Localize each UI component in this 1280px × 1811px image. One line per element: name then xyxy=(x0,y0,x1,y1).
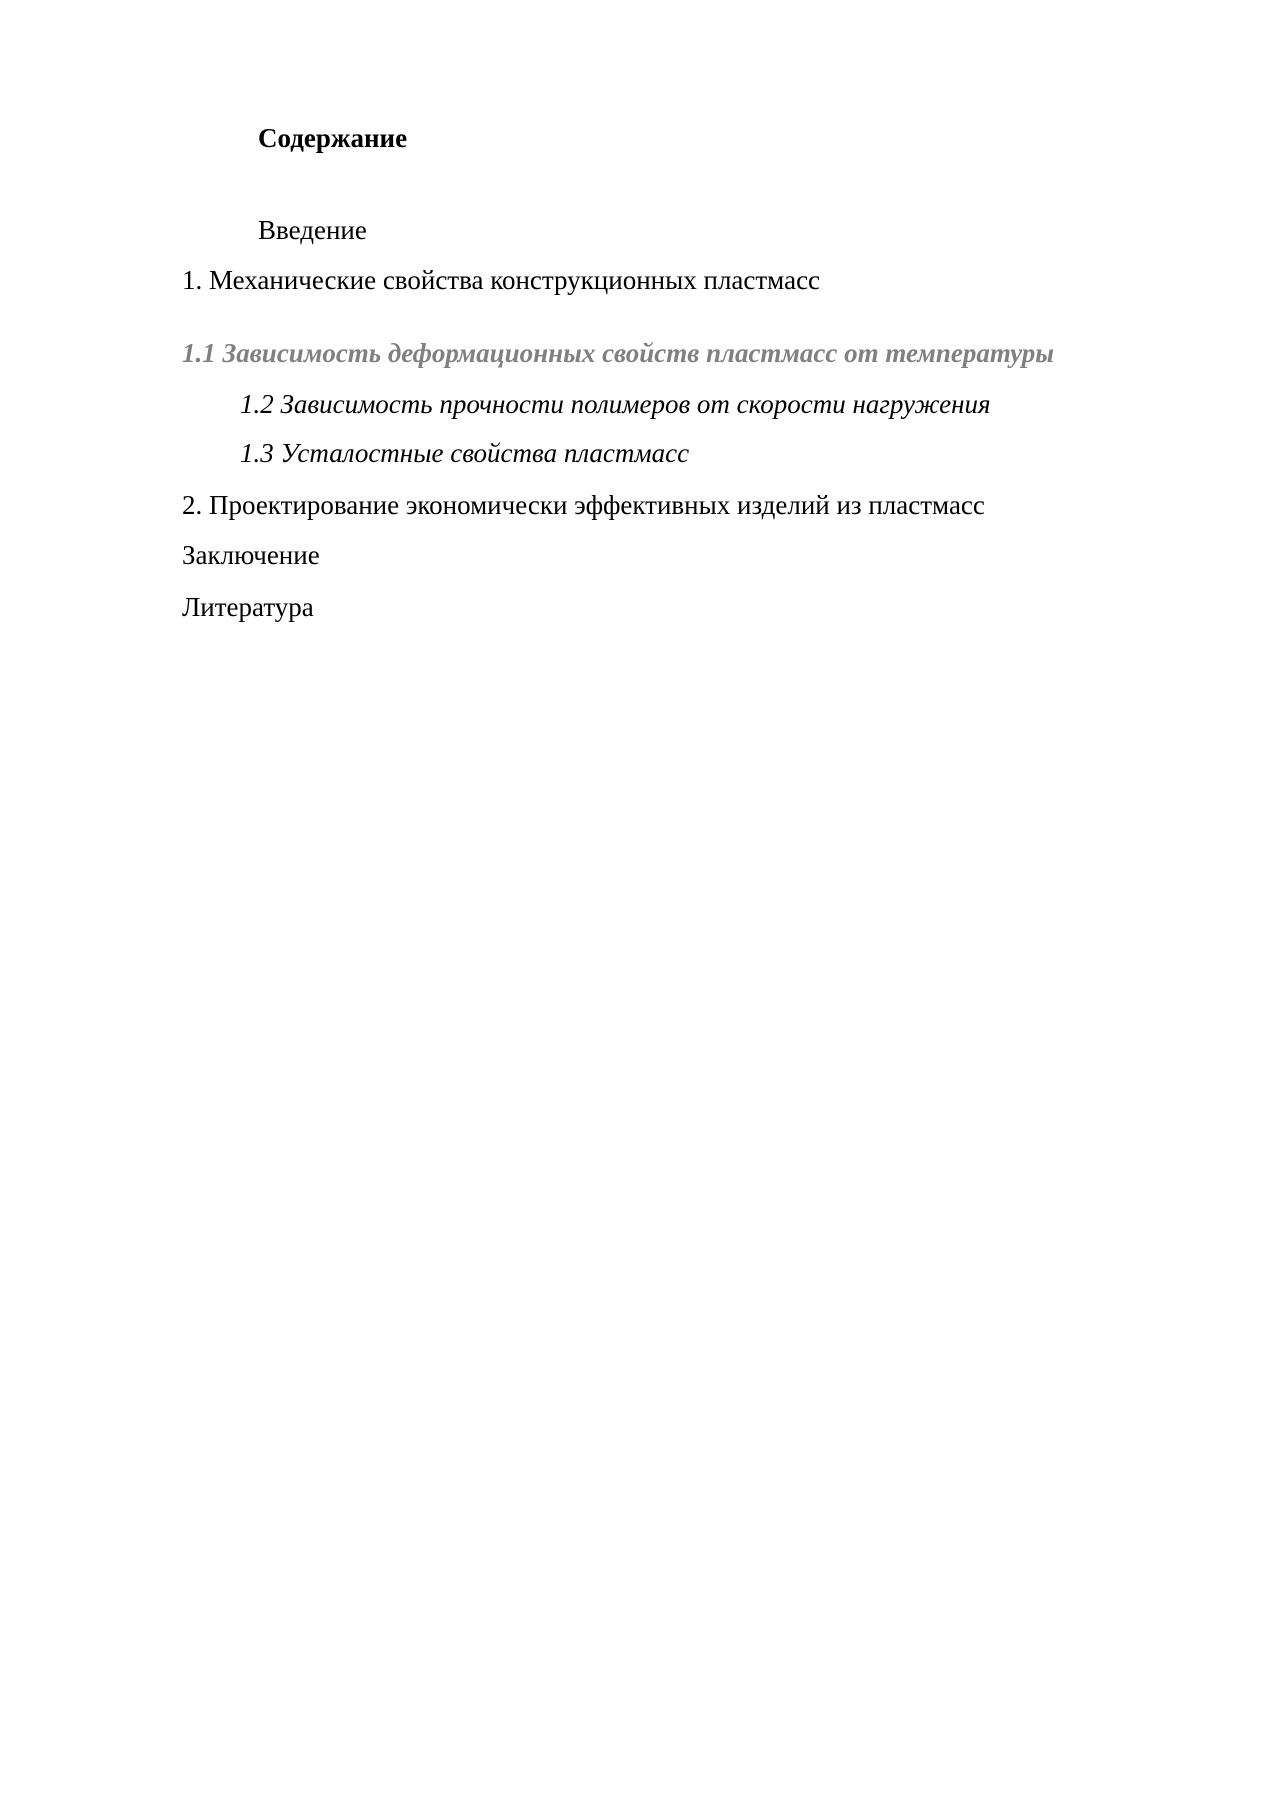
toc-item-section-2: 2. Проектирование экономически эффективных изделий из пластмасс xyxy=(182,490,985,520)
toc-title: Содержание xyxy=(258,123,408,153)
toc-item-literature: Литература xyxy=(182,592,314,622)
toc-item-section-1-3: 1.3 Усталостные свойства пластмасс xyxy=(240,438,690,468)
toc-item-section-1-2: 1.2 Зависимость прочности полимеров от скорости нагружения xyxy=(240,389,991,419)
toc-item-section-1: 1. Механические свойства конструкционных пластмасс xyxy=(182,265,821,295)
toc-item-section-1-1: 1.1 Зависимость деформационных свойств пластмасс от температуры xyxy=(182,338,1055,368)
toc-item-conclusion: Заключение xyxy=(182,540,320,570)
toc-item-introduction: Введение xyxy=(258,215,367,245)
